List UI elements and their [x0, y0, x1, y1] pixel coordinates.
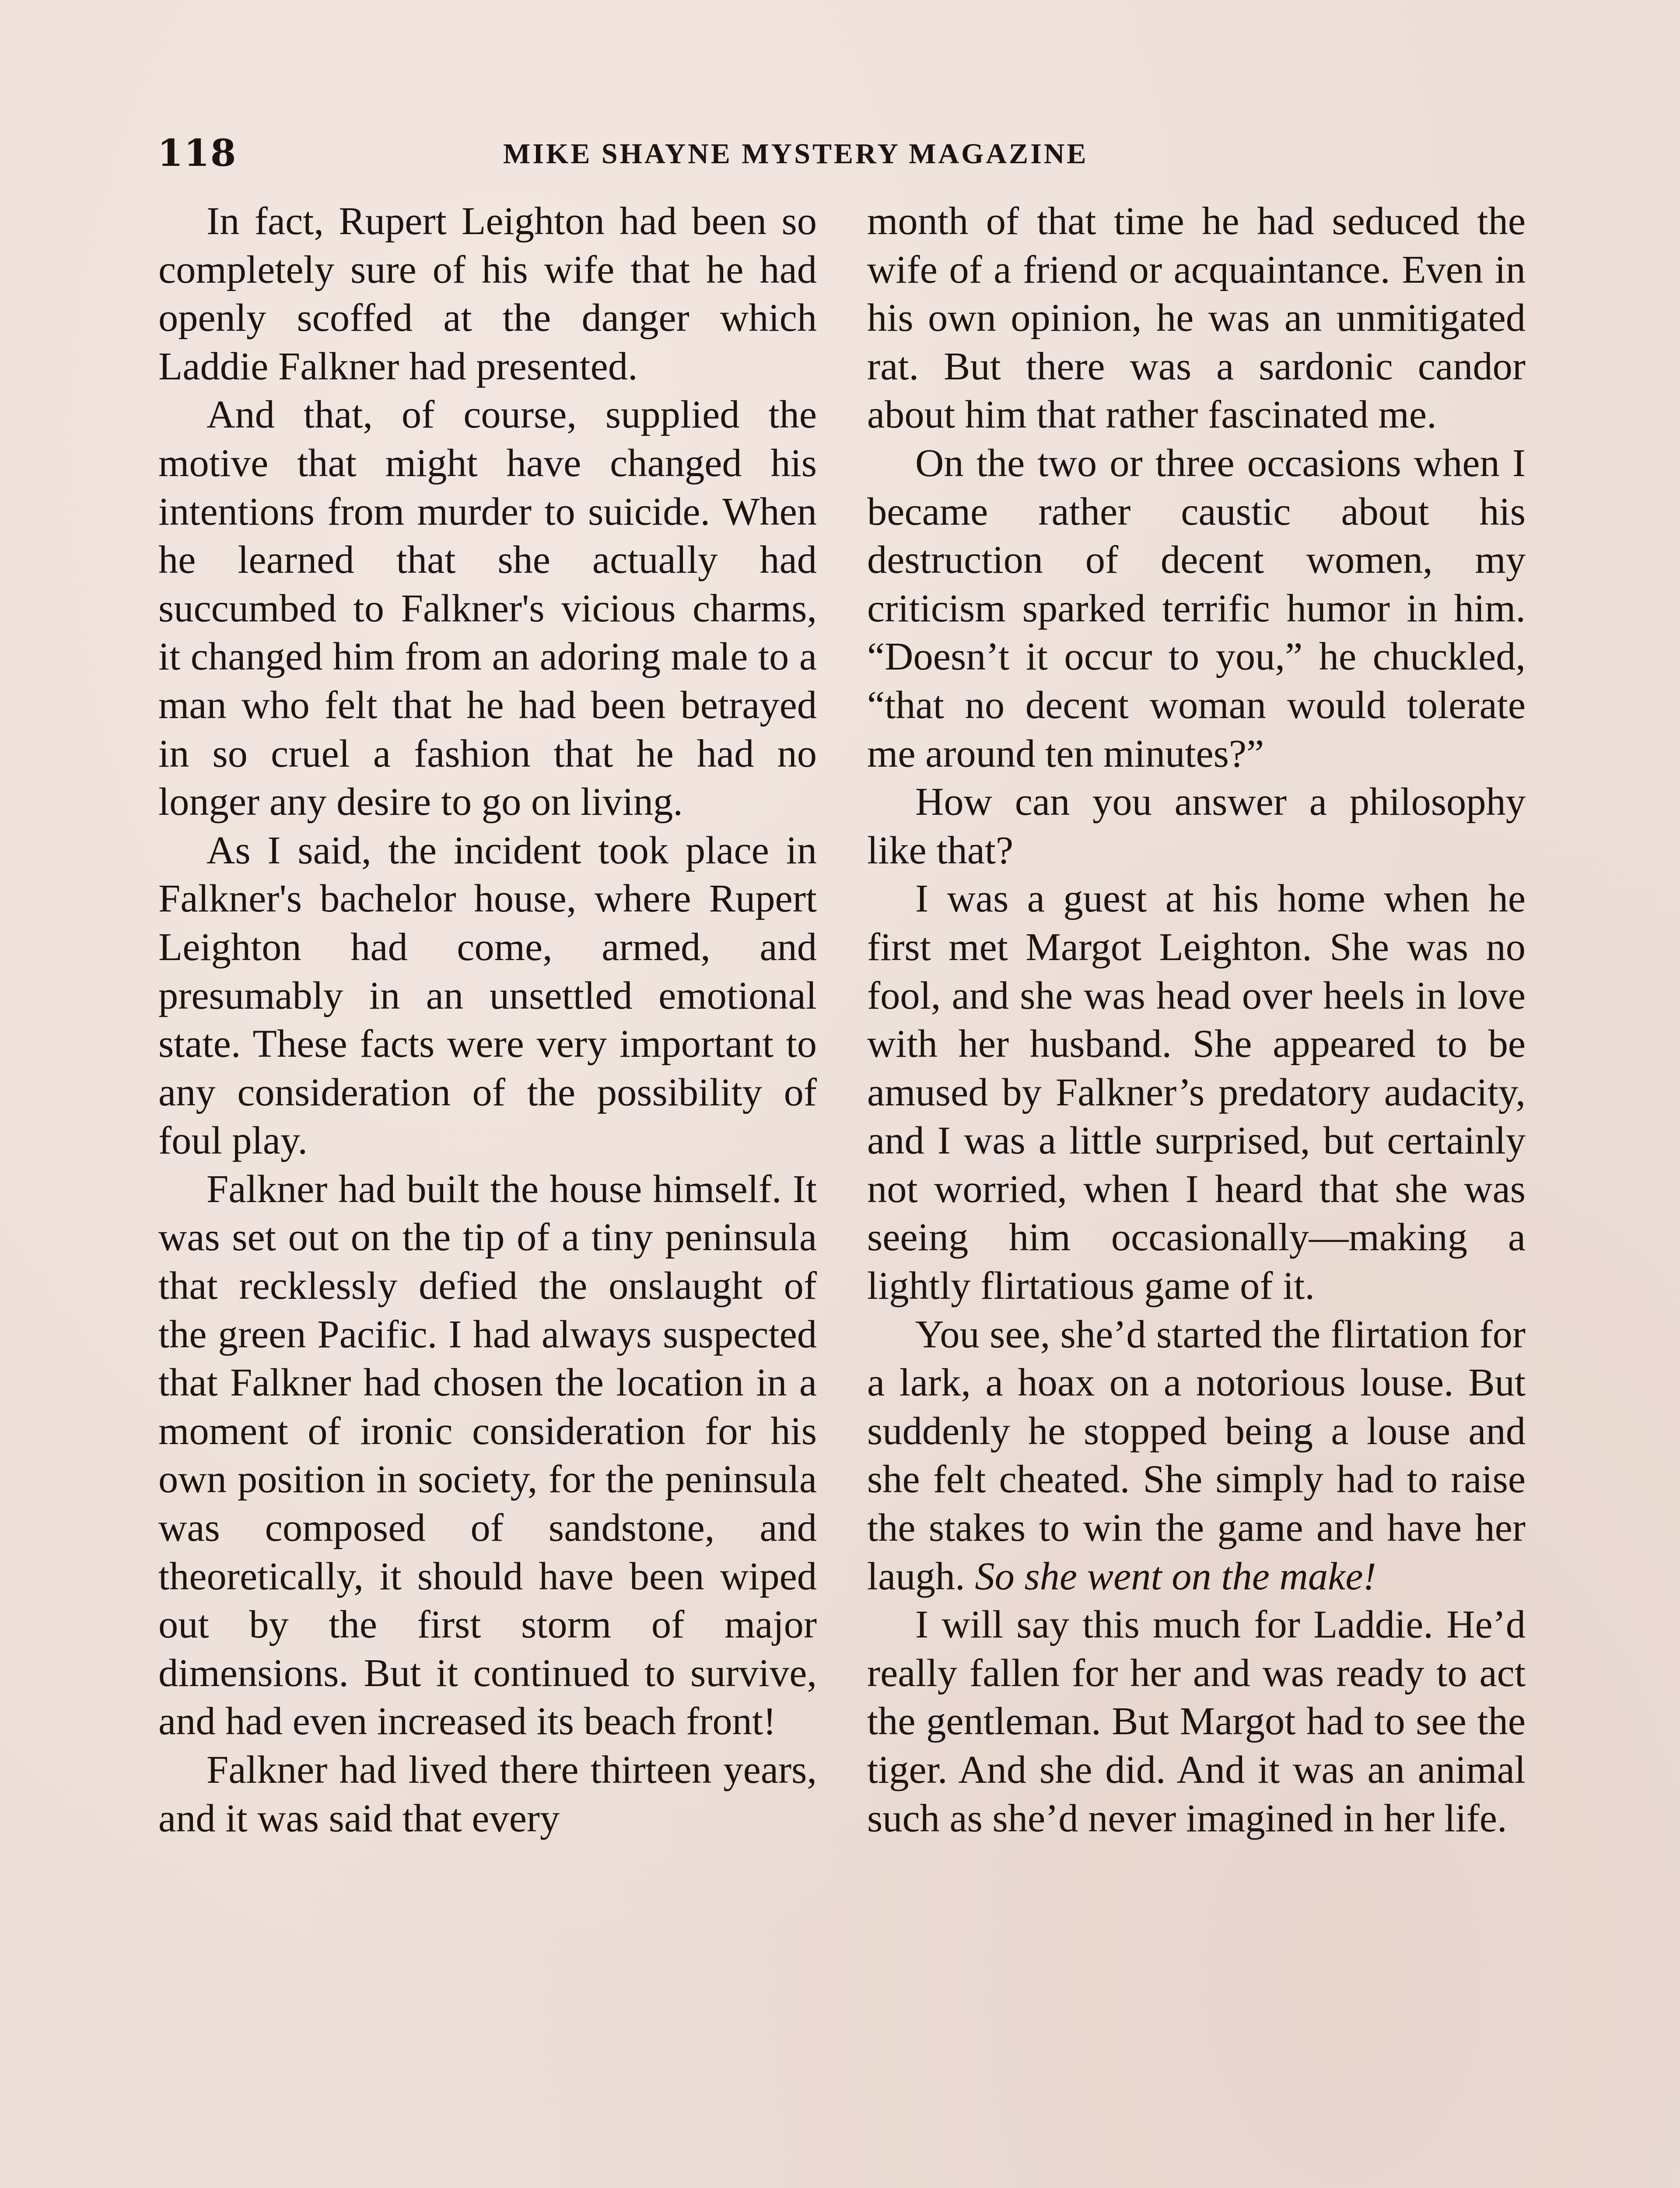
paragraph: I will say this much for Laddie. He’d really fallen for her and was ready to act the gentleman. But Margot had to see the tiger. And she did. And it was an animal such as she’d never imagined in her life.	[867, 1602, 1526, 1840]
running-head	[158, 131, 1527, 179]
paragraph: And that, of course, supplied the motive that might have changed his intentions from murder to suicide. When he learned that she actually had succumbed to Falkner's vicious charms, it changed him from an adoring male to a man who felt that he had been betrayed in so cruel a fashion that he had no longer any desire to go on living.	[158, 392, 817, 824]
magazine-title: MIKE SHAYNE MYSTERY MAGAZINE	[503, 138, 1088, 170]
paragraph	[867, 1310, 1526, 1601]
paragraph: On the two or three occasions when I became rather caustic about his destruction of decent women, my criticism sparked terrific humor in him. “Doesn’t it occur to you,” he chuckled, “that no decent woman would tolerate me around ten minutes?”	[867, 440, 1526, 775]
page-number: 118	[158, 131, 237, 175]
paragraph: In fact, Rupert Leighton had been so completely sure of his wife that he had openly scoffed at the danger which Laddie Falkner had presented.	[158, 199, 817, 388]
italic-emphasis: So she went on the make!	[975, 1553, 1376, 1598]
right-column	[867, 197, 1526, 1842]
paragraph-continuation: month of that time he had seduced the wife of a friend or acquaintance. Even in his own opinion, he was an unmitigated rat. But there was a sardonic candor about him that rather fascinated me.	[867, 199, 1526, 437]
paragraph: How can you answer a philosophy like that?	[867, 779, 1526, 872]
paragraph: I was a guest at his home when he first met Margot Leighton. She was no fool, and she was head over heels in love with her husband. She appeared to be amused by Falkner’s predatory audacity, and I was a little surprised, but certainly not worried, when I heard that she was seeing him occasionally—making a lightly flirtatious game of it.	[867, 876, 1526, 1308]
left-column	[158, 197, 817, 1842]
paragraph: Falkner had lived there thirteen years, and it was said that every	[158, 1747, 817, 1840]
paragraph: Falkner had built the house himself. It was set out on the tip of a tiny peninsula that recklessly defied the onslaught of the green Pacific. I had always suspected that Falkner had chosen the location in a moment of ironic consideration for his own position in society, for the peninsula was composed of sandstone, and theoretically, it should have been wiped out by the first storm of major dimensions. But it continued to survive, and had even increased its beach front!	[158, 1166, 817, 1743]
paragraph-text: You see, she’d started the flirtation for a lark, a hoax on a notorious louse. But suddenly he stopped being a louse and she felt cheated. She simply had to raise the stakes to win the game and have her laugh.	[867, 1311, 1526, 1598]
paragraph: As I said, the incident took place in Falkner's bachelor house, where Rupert Leighton had come, armed, and presumably in an unsettled emotional state. These facts were very important to any consideration of the possibility of foul play.	[158, 828, 817, 1163]
